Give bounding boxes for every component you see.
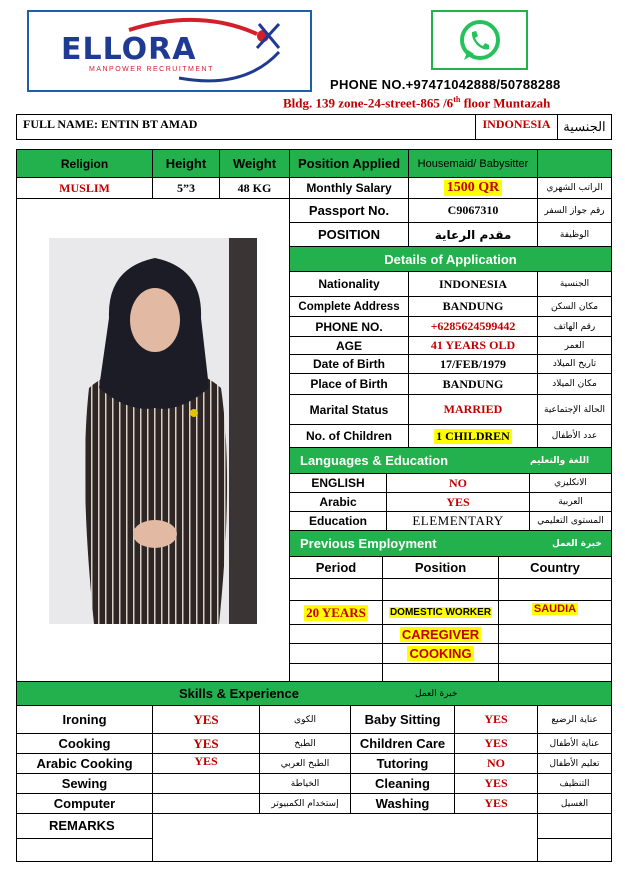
skill-label: Sewing [16,773,153,794]
passport-value: C9067310 [408,198,538,223]
employment-header-country: Country [498,556,612,579]
detail-label: Complete Address [289,296,409,317]
detail-label: No. of Children [289,424,409,448]
monthly-salary-cell [408,177,538,199]
monthly-salary-value: 1500 QR [444,180,503,196]
employment-empty-cell [498,624,612,644]
employment-position-cell [382,624,499,644]
skill-label: Computer [16,793,153,814]
skill-ar: التنظيف [537,773,612,794]
position-label: POSITION [289,222,409,247]
detail-value: INDONESIA [408,271,538,297]
remarks-side-cell [537,838,612,862]
header-religion: Religion [16,149,153,178]
detail-value: 1 CHILDREN [436,428,510,443]
detail-ar: الحالة الإجتماعية [537,394,612,425]
employment-country: SAUDIA [533,603,577,615]
address-main: Bldg. 139 zone-24-street-865 /6 [283,95,454,111]
employment-position: DOMESTIC WORKER [389,607,492,618]
detail-ar: العمر [537,336,612,355]
skill-ar: الكوى [259,705,351,734]
detail-ar: الجنسية [537,271,612,297]
office-address [283,95,550,111]
skill-label: Ironing [16,705,153,734]
address-sup: th [453,95,461,104]
employment-empty-cell [289,643,383,664]
languages-title-ar: اللغة والتعليم [530,455,590,466]
skill-ar: إستخدام الكمبيوتر [259,793,351,814]
language-label: Arabic [289,492,387,512]
skill-label: Cooking [16,733,153,754]
employment-position-cell [382,600,499,625]
employment-empty-cell [382,663,499,682]
detail-value: BANDUNG [408,373,538,395]
skills-title-ar: خبرة العمل [415,688,458,699]
employment-header-period: Period [289,556,383,579]
name-row-nationality-ar: الجنسية [557,114,612,140]
header-height: Height [152,149,220,178]
header-blank [537,149,612,178]
remarks-field [152,813,538,862]
remarks-side-cell [537,813,612,839]
height-value: 5”3 [152,177,220,199]
position-applied-value: Housemaid/ Babysitter [408,149,538,178]
skill-label: Washing [350,793,455,814]
skill-label: Tutoring [350,753,455,774]
detail-ar: رقم الهاتف [537,316,612,337]
employment-title [289,530,612,557]
skill-label: Baby Sitting [350,705,455,734]
detail-ar: مكان السكن [537,296,612,317]
skill-value [152,793,260,814]
employment-empty-cell [498,578,612,601]
logo-tagline: MANPOWER RECRUITMENT [89,66,214,73]
employment-country-cell [498,600,612,625]
employment-empty-cell [382,578,499,601]
address-end: floor Muntazah [460,95,551,111]
skill-ar: عناية الأطفال [537,733,612,754]
detail-value: 17/FEB/1979 [408,354,538,374]
skill-value: YES [454,773,538,794]
language-ar: العربية [529,492,612,512]
detail-value: MARRIED [408,394,538,425]
remarks-blank-cell [16,838,153,862]
language-label: ENGLISH [289,473,387,493]
remarks-label: REMARKS [16,813,153,839]
employment-empty-cell [498,643,612,664]
children-cell [408,424,538,448]
whatsapp-icon [454,18,506,64]
detail-ar: مكان الميلاد [537,373,612,395]
candidate-photo [49,238,257,624]
detail-ar: عدد الأطفال [537,424,612,448]
phone-number: PHONE NO.+97471042888/50788288 [330,77,561,92]
language-ar: الانكليزي [529,473,612,493]
skill-ar: الطبخ العربي [259,753,351,774]
detail-label: Date of Birth [289,354,409,374]
passport-label: Passport No. [289,198,409,223]
employment-header-position: Position [382,556,499,579]
skill-ar: الطبخ [259,733,351,754]
languages-title-text: Languages & Education [300,453,449,468]
skill-value: YES [454,793,538,814]
position-value: مقدم الرعاية [408,222,538,247]
skills-title-text: Skills & Experience [179,686,299,701]
detail-label: Place of Birth [289,373,409,395]
details-title: Details of Application [289,246,612,272]
position-ar: الوظيفة [537,222,612,247]
employment-empty-cell [289,663,383,682]
skill-ar: الغسيل [537,793,612,814]
company-logo [27,10,312,92]
skill-value: YES [454,705,538,734]
language-ar: المستوى التعليمي [529,511,612,531]
employment-title-text: Previous Employment [300,536,437,551]
skill-value: NO [454,753,538,774]
passport-ar: رقم جواز السفر [537,198,612,223]
full-name: FULL NAME: ENTIN BT AMAD [16,114,476,140]
skill-ar: تعليم الأطفال [537,753,612,774]
employment-title-ar: خبرة العمل [552,538,602,549]
employment-position-cell [382,643,499,664]
skill-value: YES [152,733,260,754]
skill-label: Cleaning [350,773,455,794]
header-position-applied: Position Applied [289,149,409,178]
employment-period-cell [289,600,383,625]
employment-position: CAREGIVER [401,626,480,642]
whatsapp-logo [431,10,528,70]
language-value: YES [386,492,530,512]
header-weight: Weight [219,149,290,178]
employment-position: COOKING [409,646,472,661]
skill-value [152,773,260,794]
detail-ar: تاريخ الميلاد [537,354,612,374]
detail-label: PHONE NO. [289,316,409,337]
language-label: Education [289,511,387,531]
employment-period: 20 YEARS [306,604,366,620]
monthly-salary-label: Monthly Salary [289,177,409,199]
skill-value: YES [152,753,260,774]
employment-empty-cell [289,624,383,644]
detail-value: 41 YEARS OLD [408,336,538,355]
skill-ar: الخياطة [259,773,351,794]
employment-empty-cell [289,578,383,601]
religion-value: MUSLIM [16,177,153,199]
detail-label: Marital Status [289,394,409,425]
skill-ar: عناية الرضيع [537,705,612,734]
skills-title [16,681,612,706]
weight-value: 48 KG [219,177,290,199]
detail-label: AGE [289,336,409,355]
monthly-salary-ar: الراتب الشهري [537,177,612,199]
employment-empty-cell [498,663,612,682]
language-value: NO [386,473,530,493]
skill-label: Arabic Cooking [16,753,153,774]
skill-value: YES [454,733,538,754]
languages-title [289,447,612,474]
language-value: ELEMENTARY [386,511,530,531]
skill-value: YES [152,705,260,734]
detail-value: BANDUNG [408,296,538,317]
skill-label: Children Care [350,733,455,754]
person-figure [49,238,257,624]
logo-text: ELLORA [61,32,197,67]
name-row-nationality: INDONESIA [475,114,558,140]
detail-label: Nationality [289,271,409,297]
detail-value: +6285624599442 [408,316,538,337]
